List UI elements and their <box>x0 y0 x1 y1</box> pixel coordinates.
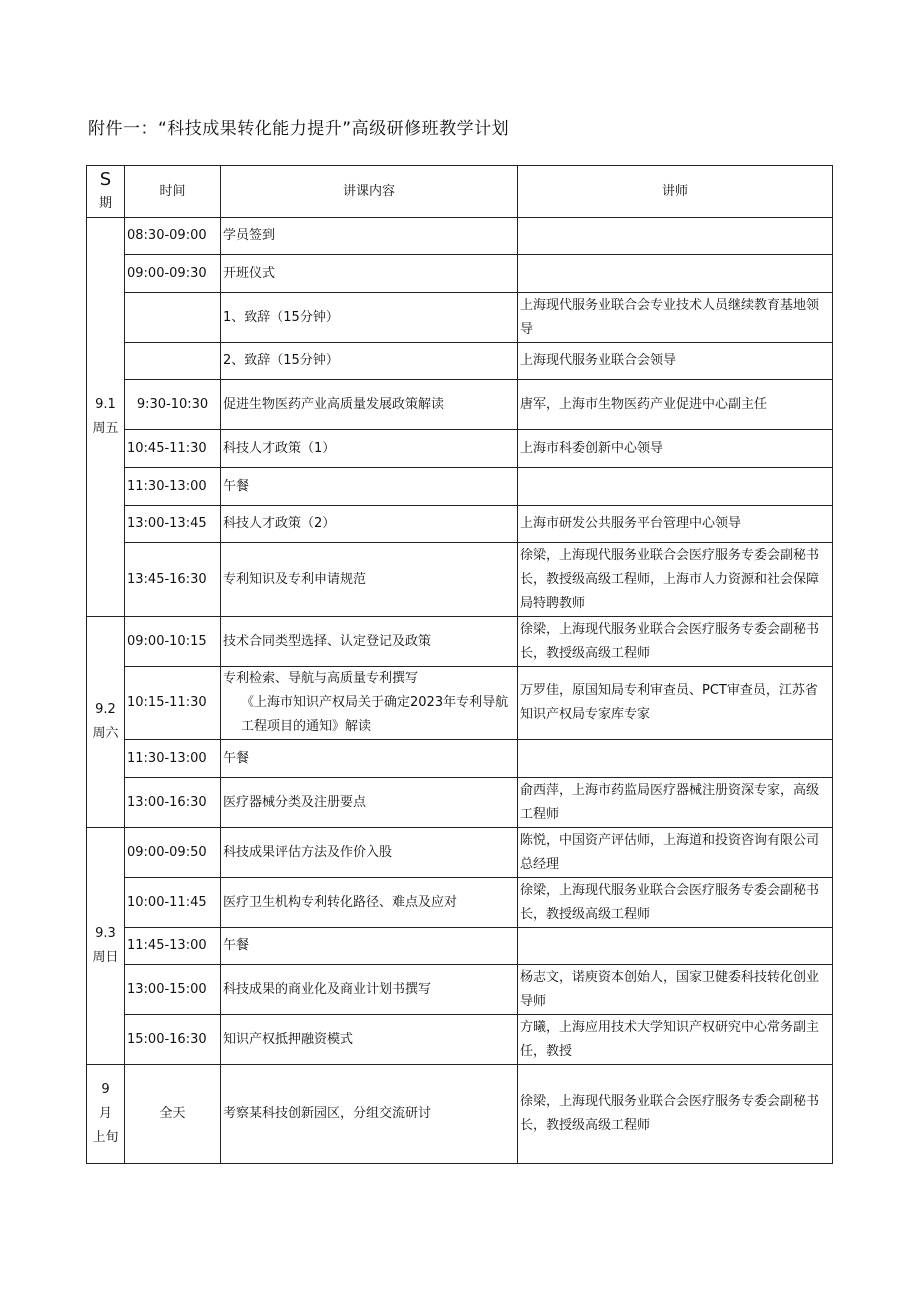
table-row <box>87 343 833 380</box>
day-date: 9.1 <box>95 397 116 412</box>
table-row <box>87 218 833 255</box>
table-row <box>87 617 833 667</box>
lecturer-cell <box>518 255 833 293</box>
table-row <box>87 543 833 617</box>
content-cell: 考察某科技创新园区，分组交流研讨 <box>221 1065 518 1164</box>
content-cell: 午餐 <box>221 740 518 778</box>
content-cell: 1、致辞（15分钟） <box>221 293 518 343</box>
lecturer-cell <box>518 218 833 255</box>
time-cell: 13:45-16:30 <box>125 543 221 617</box>
lecturer-cell: 陈悦，中国资产评估师，上海道和投资咨询有限公司总经理 <box>518 828 833 878</box>
table-row <box>87 1015 833 1065</box>
time-cell: 08:30-09:00 <box>125 218 221 255</box>
table-row <box>87 430 833 468</box>
lecturer-cell: 方曦，上海应用技术大学知识产权研究中心常务副主任，教授 <box>518 1015 833 1065</box>
table-row <box>87 468 833 506</box>
lecturer-cell <box>518 468 833 506</box>
content-cell: 科技成果评估方法及作价入股 <box>221 828 518 878</box>
table-row <box>87 828 833 878</box>
day-cell <box>87 828 125 1065</box>
time-cell <box>125 343 221 380</box>
lecturer-cell: 上海市科委创新中心领导 <box>518 430 833 468</box>
table-row <box>87 255 833 293</box>
day-weekday: 周五 <box>92 421 119 436</box>
content-sub: 《上海市知识产权局关于确定2023年专利导航工程项目的通知》解读 <box>241 695 509 734</box>
day-date: 9.2 <box>95 702 116 717</box>
day-cell <box>87 218 125 617</box>
lecturer-cell: 俞西萍，上海市药监局医疗器械注册资深专家，高级工程师 <box>518 778 833 828</box>
content-cell: 午餐 <box>221 928 518 965</box>
time-cell: 11:30-13:00 <box>125 740 221 778</box>
time-cell: 11:30-13:00 <box>125 468 221 506</box>
day-date: 9.3 <box>95 926 116 941</box>
time-cell: 09:00-09:50 <box>125 828 221 878</box>
time-cell: 10:15-11:30 <box>125 667 221 740</box>
time-cell: 09:00-09:30 <box>125 255 221 293</box>
lecturer-cell: 唐军，上海市生物医药产业促进中心副主任 <box>518 380 833 430</box>
header-row <box>87 166 833 218</box>
time-cell: 11:45-13:00 <box>125 928 221 965</box>
time-cell: 13:00-16:30 <box>125 778 221 828</box>
content-cell: 医疗卫生机构专利转化路径、难点及应对 <box>221 878 518 928</box>
time-cell: 09:00-10:15 <box>125 617 221 667</box>
content-cell: 午餐 <box>221 468 518 506</box>
time-cell: 13:00-15:00 <box>125 965 221 1015</box>
content-cell: 科技人才政策（2） <box>221 506 518 543</box>
lecturer-cell <box>518 928 833 965</box>
lecturer-cell: 徐梁，上海现代服务业联合会医疗服务专委会副秘书长，教授级高级工程师 <box>518 1065 833 1164</box>
table-row <box>87 1065 833 1164</box>
table-row <box>87 878 833 928</box>
lecturer-cell: 杨志文，诺庾资本创始人，国家卫健委科技转化创业导师 <box>518 965 833 1015</box>
day-cell <box>87 617 125 828</box>
content-cell <box>221 667 518 740</box>
table-row <box>87 778 833 828</box>
schedule-table <box>86 165 833 1164</box>
day-weekday: 周六 <box>92 726 119 741</box>
content-cell: 学员签到 <box>221 218 518 255</box>
header-content: 讲课内容 <box>221 166 518 218</box>
content-cell: 医疗器械分类及注册要点 <box>221 778 518 828</box>
header-time: 时间 <box>125 166 221 218</box>
lecturer-cell: 上海现代服务业联合会专业技术人员继续教育基地领导 <box>518 293 833 343</box>
time-cell: 13:00-13:45 <box>125 506 221 543</box>
lecturer-cell: 徐梁，上海现代服务业联合会医疗服务专委会副秘书长，教授级高级工程师 <box>518 617 833 667</box>
content-cell: 2、致辞（15分钟） <box>221 343 518 380</box>
table-row <box>87 965 833 1015</box>
day-month: 月 <box>98 1106 112 1121</box>
time-cell: 全天 <box>125 1065 221 1164</box>
page-title: 附件一：“科技成果转化能力提升”高级研修班教学计划 <box>88 119 510 139</box>
time-cell <box>125 293 221 343</box>
lecturer-cell: 万罗佳，原国知局专利审查员、PCT审查员，江苏省知识产权局专家库专家 <box>518 667 833 740</box>
time-cell: 15:00-16:30 <box>125 1015 221 1065</box>
day-cell <box>87 1065 125 1164</box>
header-lecturer: 讲师 <box>518 166 833 218</box>
lecturer-cell: 上海市研发公共服务平台管理中心领导 <box>518 506 833 543</box>
day-period: 上旬 <box>92 1130 119 1145</box>
table-row <box>87 928 833 965</box>
header-date-top: S <box>99 168 112 190</box>
time-cell: 9:30-10:30 <box>125 380 221 430</box>
day-weekday: 周日 <box>92 950 119 965</box>
table-row <box>87 667 833 740</box>
table-row <box>87 293 833 343</box>
table-row <box>87 740 833 778</box>
content-cell: 开班仪式 <box>221 255 518 293</box>
content-cell: 专利知识及专利申请规范 <box>221 543 518 617</box>
table-row <box>87 506 833 543</box>
content-main: 专利检索、导航与高质量专利撰写 <box>223 671 419 686</box>
day-month-num: 9 <box>101 1082 110 1097</box>
content-cell: 技术合同类型选择、认定登记及政策 <box>221 617 518 667</box>
content-cell: 促进生物医药产业高质量发展政策解读 <box>221 380 518 430</box>
lecturer-cell: 上海现代服务业联合会领导 <box>518 343 833 380</box>
table-row <box>87 380 833 430</box>
content-cell: 科技成果的商业化及商业计划书撰写 <box>221 965 518 1015</box>
time-cell: 10:45-11:30 <box>125 430 221 468</box>
time-cell: 10:00-11:45 <box>125 878 221 928</box>
header-date-bottom: 期 <box>98 195 112 211</box>
lecturer-cell <box>518 740 833 778</box>
content-cell: 科技人才政策（1） <box>221 430 518 468</box>
content-cell: 知识产权抵押融资模式 <box>221 1015 518 1065</box>
lecturer-cell: 徐梁，上海现代服务业联合会医疗服务专委会副秘书长，教授级高级工程师 <box>518 878 833 928</box>
header-date <box>87 166 125 218</box>
lecturer-cell: 徐梁，上海现代服务业联合会医疗服务专委会副秘书长，教授级高级工程师，上海市人力资源和社会保障局特聘教师 <box>518 543 833 617</box>
